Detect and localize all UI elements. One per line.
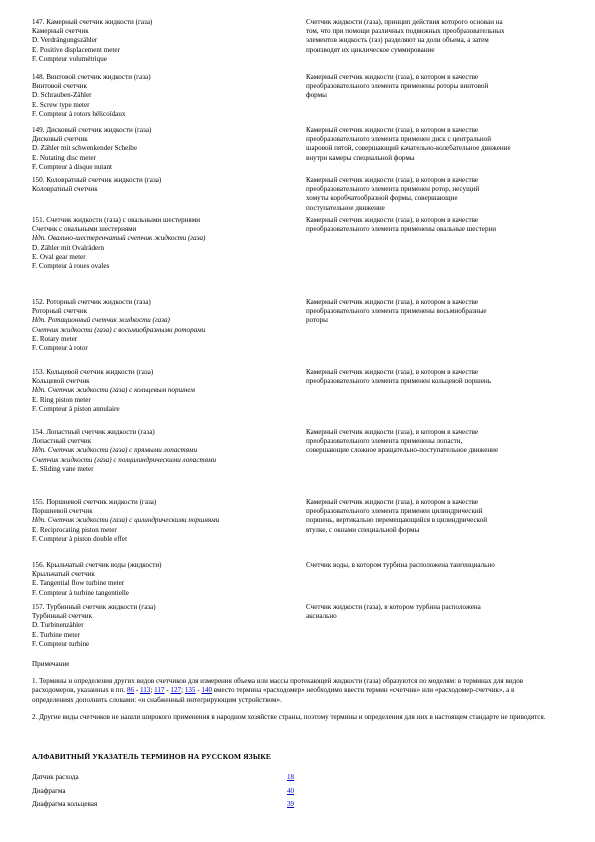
definition-line: преобразовательного элемента применены роторы винтовой xyxy=(306,82,489,91)
foreign-equivalent: F. Compteur à rotors hélicoïdaux xyxy=(32,109,126,118)
index-term: Диафрагма кольцевая xyxy=(32,800,98,808)
term-title: 149. Дисковый счетчик жидкости (газа) xyxy=(32,126,152,134)
index-page-link[interactable]: 40 xyxy=(287,787,295,795)
foreign-equivalent: E. Reciprocating piston meter xyxy=(32,525,117,534)
foreign-equivalent: F. Compteur turbine xyxy=(32,639,90,648)
definition-line: элементов жидкость (газ) разделяют на доли объема, а затем xyxy=(306,36,489,45)
definition-line: поршень, вертикально перемещающийся в цилиндрической xyxy=(306,516,488,525)
foreign-equivalent: F. Compteur à rotor xyxy=(32,344,88,353)
foreign-equivalent: E. Oval gear meter xyxy=(32,252,86,261)
ref-link-135[interactable]: 135 xyxy=(184,686,196,695)
term-definition xyxy=(306,18,561,55)
term-names xyxy=(32,126,287,172)
short-term: Лопастный счетчик xyxy=(32,437,92,446)
definition-line: Камерный счетчик жидкости (газа), в котором в качестве xyxy=(306,73,479,81)
term-title: 154. Лопастный счетчик жидкости (газа) xyxy=(32,428,155,436)
foreign-equivalent: D. Zähler mit schwenkender Scheibe xyxy=(32,144,137,153)
term-title: 147. Камерный счетчик жидкости (газа) xyxy=(32,18,153,26)
term-names xyxy=(32,18,287,64)
definition-line: Камерный счетчик жидкости (газа), в котором в качестве xyxy=(306,428,479,436)
definition-line: преобразовательного элемента применен кольцевой поршень xyxy=(306,377,491,386)
definition-line: преобразовательного элемента применены овальные шестерни xyxy=(306,225,497,234)
foreign-equivalent: D. Schrauben-Zähler xyxy=(32,91,92,100)
definition-line: Камерный счетчик жидкости (газа), в котором в качестве xyxy=(306,498,479,506)
term-definition xyxy=(306,498,561,535)
foreign-equivalent: E. Nutating disc meter xyxy=(32,153,96,162)
short-term: Коловратный счетчик xyxy=(32,185,98,194)
notes-title: Примечание xyxy=(32,660,70,668)
definition-line: Счетчик жидкости (газа), принцип действия которого основан на xyxy=(306,18,503,26)
term-definition xyxy=(306,603,561,621)
definition-line: роторы xyxy=(306,316,328,325)
foreign-equivalent: E. Sliding vane meter xyxy=(32,464,94,473)
definition-line: Камерный счетчик жидкости (газа), в котором в качестве xyxy=(306,126,479,134)
index-heading: АЛФАВИТНЫЙ УКАЗАТЕЛЬ ТЕРМИНОВ НА РУССКОМ ЯЗЫКЕ xyxy=(32,752,272,761)
foreign-equivalent: F. Compteur à piston double effet xyxy=(32,534,128,543)
deprecated-term: Ндп. Овально-шестеренчатый счетчик жидкости (газа) xyxy=(32,234,206,243)
term-definition xyxy=(306,561,561,570)
deprecated-term: Счетчик жидкости (газа) с восьмиобразными роторами xyxy=(32,325,206,334)
definition-line: поступательное движение xyxy=(306,203,385,212)
term-names xyxy=(32,73,287,119)
note-1-text-end: вместо термина «расходомер» необходимо ввести термин «счетчик» или «расходомер-счетчик», а в определениях дополнить словами: «и снабженный интегрирующим устройством». xyxy=(32,686,515,704)
term-names xyxy=(32,498,287,544)
term-title: 150. Коловратный счетчик жидкости (газа) xyxy=(32,176,162,184)
term-definition xyxy=(306,216,561,234)
definition-line: Камерный счетчик жидкости (газа), в котором в качестве xyxy=(306,298,479,306)
term-names xyxy=(32,603,287,649)
note-2: 2. Другие виды счетчиков не нашли широкого применения в народном хозяйстве страны, поэтому термины и определения для них в настоящем стандарте не приводятся. xyxy=(32,712,546,721)
definition-line: Камерный счетчик жидкости (газа), в котором в качестве xyxy=(306,176,479,184)
term-names xyxy=(32,298,287,353)
short-term: Дисковый счетчик xyxy=(32,135,88,144)
term-title: 148. Винтовой счетчик жидкости (газа) xyxy=(32,73,151,81)
short-term: Кольцевой счетчик xyxy=(32,377,90,386)
term-definition xyxy=(306,176,561,213)
term-names xyxy=(32,561,287,598)
note-1-text: 1. Термины и определения других видов счетчиков для измерения объема или массы протекающей жидкости (газа) образуются по моделям: в терминах для видов расходомеров, указанных в пп. xyxy=(32,677,524,695)
foreign-equivalent: F. Compteur à disque nutant xyxy=(32,162,113,171)
index-page-link[interactable]: 18 xyxy=(287,773,295,781)
foreign-equivalent: E. Tangential flow turbine meter xyxy=(32,579,125,588)
definition-line: преобразовательного элемента применен ротор, несущий xyxy=(306,185,480,194)
deprecated-term: Ндп. Счетчик жидкости (газа) с цилиндрическими поршнями xyxy=(32,516,220,525)
term-title: 152. Роторный счетчик жидкости (газа) xyxy=(32,298,151,306)
term-title: 151. Счетчик жидкости (газа) с овальными шестернями xyxy=(32,216,201,224)
definition-line: аксиально xyxy=(306,612,337,621)
definition-line: Камерный счетчик жидкости (газа), в котором в качестве xyxy=(306,216,479,224)
definition-line: Камерный счетчик жидкости (газа), в котором в качестве xyxy=(306,368,479,376)
term-definition xyxy=(306,428,561,456)
definition-line: преобразовательного элемента применен диск с центральной xyxy=(306,135,492,144)
definition-line: хомуты коробчатообразной формы, совершающие xyxy=(306,194,458,203)
definition-line: формы xyxy=(306,91,327,100)
short-term: Роторный счетчик xyxy=(32,307,88,316)
definition-line: Счетчик воды, в котором турбина расположена тангенциально xyxy=(306,561,495,569)
ref-link-86[interactable]: 86 xyxy=(126,686,135,695)
term-title: 156. Крыльчатый счетчик воды (жидкости) xyxy=(32,561,162,569)
term-definition xyxy=(306,73,561,101)
term-definition xyxy=(306,298,561,326)
notes-section xyxy=(32,660,552,726)
foreign-equivalent: F. Compteur à piston annulaire xyxy=(32,404,120,413)
deprecated-term: Ндп. Счетчик жидкости (газа) с прямыми лопастями xyxy=(32,446,198,455)
foreign-equivalent: D. Turbinenzähler xyxy=(32,621,84,630)
definition-line: втулке, с окнами специальной формы xyxy=(306,525,420,534)
definition-line: внутри камеры специальной формы xyxy=(306,153,415,162)
foreign-equivalent: D. Verdrängungszähler xyxy=(32,36,98,45)
index-term: Датчик расхода xyxy=(32,773,79,781)
term-definition xyxy=(306,126,561,163)
short-term: Турбинный счетчик xyxy=(32,612,93,621)
ref-link-113[interactable]: 113 xyxy=(139,686,151,695)
deprecated-term: Ндп. Счетчик жидкости (газа) с кольцевым поршнем xyxy=(32,386,195,395)
foreign-equivalent: E. Rotary meter xyxy=(32,334,78,343)
definition-line: шаровой пятой, совершающий качательно-колебательное движение xyxy=(306,144,511,153)
definition-line: производят их циклическое суммирование xyxy=(306,45,435,54)
definition-line: Счетчик жидкости (газа), в котором турбина расположена xyxy=(306,603,481,611)
foreign-equivalent: F. Compteur à turbine tangentielle xyxy=(32,588,129,597)
foreign-equivalent: F. Compteur à roues ovales xyxy=(32,262,110,271)
term-title: 155. Поршневой счетчик жидкости (газа) xyxy=(32,498,157,506)
definition-line: преобразовательного элемента применен цилиндрический xyxy=(306,507,483,516)
term-names xyxy=(32,428,287,474)
term-names xyxy=(32,368,287,414)
ref-link-140[interactable]: 140 xyxy=(201,686,213,695)
foreign-equivalent: E. Turbine meter xyxy=(32,630,80,639)
short-term: Поршневой счетчик xyxy=(32,507,93,516)
ref-link-127[interactable]: 127 xyxy=(170,686,182,695)
definition-line: преобразовательного элемента применены восьмиобразные xyxy=(306,307,487,316)
foreign-equivalent: E. Screw type meter xyxy=(32,100,90,109)
index-page-link[interactable]: 39 xyxy=(287,800,295,808)
short-term: Крыльчатый счетчик xyxy=(32,570,95,579)
definition-line: преобразовательного элемента применены лопасти, xyxy=(306,437,463,446)
definition-line: совершающие сложное вращательно-поступательное движение xyxy=(306,446,499,455)
foreign-equivalent: D. Zähler mit Ovalrädern xyxy=(32,243,105,252)
term-title: 153. Кольцевой счетчик жидкости (газа) xyxy=(32,368,154,376)
note-1: 1. Термины и определения других видов счетчиков для измерения объема или массы протекающей жидкости (газа) образуются по моделям: в терминах для видов расходомеров, указанных в пп. 86 - 113; 117 - 127; 135 - 140 вместо термина «расходомер» необходимо ввести термин «счетчик» или «расходомер-счетчик», а в определениях дополнить словами: «и снабженный интегрирующим устройством». xyxy=(32,677,524,704)
term-names xyxy=(32,216,287,271)
definition-line: том, что при помощи различных подвижных преобразовательных xyxy=(306,27,505,36)
short-term: Винтовой счетчик xyxy=(32,82,87,91)
term-title: 157. Турбинный счетчик жидкости (газа) xyxy=(32,603,156,611)
deprecated-term: Счетчик жидкости (газа) с полцилиндрическими лопастями xyxy=(32,455,217,464)
term-definition xyxy=(306,368,561,386)
term-names xyxy=(32,176,287,194)
foreign-equivalent: E. Ring piston meter xyxy=(32,395,91,404)
deprecated-term: Ндп. Ротационный счетчик жидкости (газа) xyxy=(32,316,170,325)
foreign-equivalent: E. Positive displacement meter xyxy=(32,45,120,54)
ref-link-117[interactable]: 117 xyxy=(154,686,165,695)
short-term: Камерный счетчик xyxy=(32,27,89,36)
short-term: Счетчик с овальными шестернями xyxy=(32,225,137,234)
foreign-equivalent: F. Compteur volumétrique xyxy=(32,54,107,63)
index-term: Диафрагма xyxy=(32,787,66,795)
